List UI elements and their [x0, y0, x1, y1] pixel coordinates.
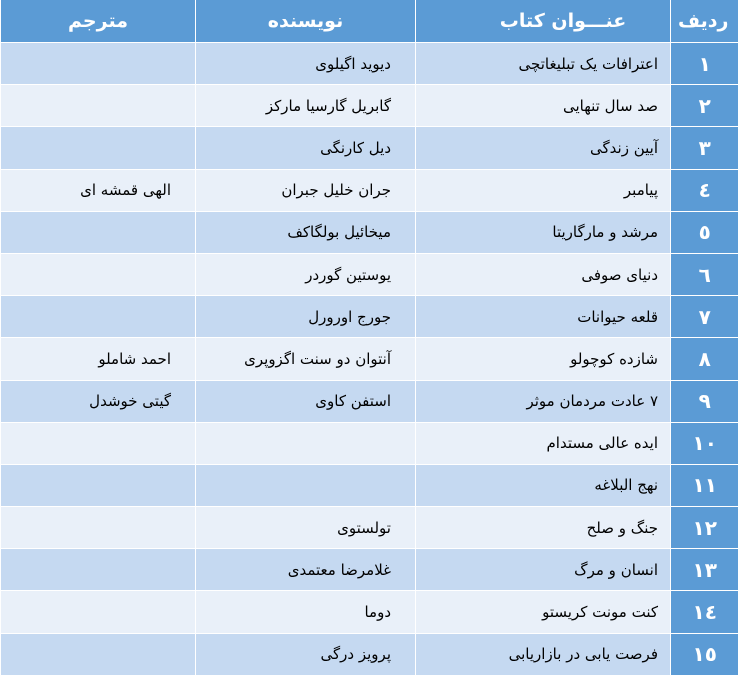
- table-row: [1, 338, 738, 380]
- header-index: ردیف: [671, 0, 738, 43]
- table-row: [1, 507, 738, 549]
- row-index: ۱۳: [671, 549, 738, 591]
- book-author: تولستوی: [196, 507, 416, 549]
- book-translator: [1, 549, 196, 591]
- book-translator: [1, 633, 196, 675]
- book-author: [196, 464, 416, 506]
- table-row: [1, 591, 738, 633]
- book-title: نهج البلاغه: [416, 464, 671, 506]
- book-author: آنتوان دو سنت اگزوپری: [196, 338, 416, 380]
- table-row: [1, 253, 738, 295]
- table-row: [1, 296, 738, 338]
- book-author: غلامرضا معتمدی: [196, 549, 416, 591]
- book-author: دیل کارنگی: [196, 127, 416, 169]
- row-index: ٤: [671, 169, 738, 211]
- book-title: ۷ عادت مردمان موثر: [416, 380, 671, 422]
- book-author: دوما: [196, 591, 416, 633]
- row-index: ۱٥: [671, 633, 738, 675]
- book-author: میخائیل بولگاکف: [196, 211, 416, 253]
- book-title: اعترافات یک تبلیغاتچی: [416, 43, 671, 85]
- book-translator: [1, 422, 196, 464]
- book-translator: احمد شاملو: [1, 338, 196, 380]
- row-index: ۷: [671, 296, 738, 338]
- book-title: دنیای صوفی: [416, 253, 671, 295]
- row-index: ۹: [671, 380, 738, 422]
- book-translator: [1, 591, 196, 633]
- book-author: جورج اورورل: [196, 296, 416, 338]
- book-author: دیوید اگیلوی: [196, 43, 416, 85]
- table-row: [1, 549, 738, 591]
- book-title: آیین زندگی: [416, 127, 671, 169]
- book-author: گابریل گارسیا مارکز: [196, 85, 416, 127]
- table-row: [1, 633, 738, 675]
- header-author: نویسنده: [196, 0, 416, 43]
- book-title: انسان و مرگ: [416, 549, 671, 591]
- table-row: [1, 211, 738, 253]
- book-title: کنت مونت کریستو: [416, 591, 671, 633]
- row-index: ۱: [671, 43, 738, 85]
- book-translator: [1, 127, 196, 169]
- table-row: [1, 85, 738, 127]
- row-index: ۱۲: [671, 507, 738, 549]
- book-translator: الهی قمشه ای: [1, 169, 196, 211]
- table-row: [1, 43, 738, 85]
- book-title: ایده عالی مستدام: [416, 422, 671, 464]
- book-author: پرویز درگی: [196, 633, 416, 675]
- row-index: ۱۱: [671, 464, 738, 506]
- table-row: [1, 127, 738, 169]
- book-translator: گیتی خوشدل: [1, 380, 196, 422]
- table-row: [1, 380, 738, 422]
- row-index: ٥: [671, 211, 738, 253]
- row-index: ۳: [671, 127, 738, 169]
- row-index: ۱۰: [671, 422, 738, 464]
- book-title: مرشد و مارگاریتا: [416, 211, 671, 253]
- book-translator: [1, 85, 196, 127]
- book-translator: [1, 464, 196, 506]
- row-index: ۱٤: [671, 591, 738, 633]
- book-title: فرصت یابی در بازاریابی: [416, 633, 671, 675]
- table-row: [1, 464, 738, 506]
- row-index: ٦: [671, 253, 738, 295]
- row-index: ۲: [671, 85, 738, 127]
- table-row: [1, 422, 738, 464]
- book-title: قلعه حیوانات: [416, 296, 671, 338]
- table-row: [1, 169, 738, 211]
- book-author: جران خلیل جبران: [196, 169, 416, 211]
- book-translator: [1, 253, 196, 295]
- book-author: استفن کاوی: [196, 380, 416, 422]
- book-author: یوستین گوردر: [196, 253, 416, 295]
- header-translator: مترجم: [1, 0, 196, 43]
- book-translator: [1, 507, 196, 549]
- book-translator: [1, 296, 196, 338]
- book-translator: [1, 211, 196, 253]
- book-title: صد سال تنهایی: [416, 85, 671, 127]
- book-title: شازده کوچولو: [416, 338, 671, 380]
- book-translator: [1, 43, 196, 85]
- book-title: پیامبر: [416, 169, 671, 211]
- row-index: ۸: [671, 338, 738, 380]
- book-author: [196, 422, 416, 464]
- header-title: عنـــوان کتاب: [416, 0, 671, 43]
- book-title: جنگ و صلح: [416, 507, 671, 549]
- header-row: [1, 0, 738, 43]
